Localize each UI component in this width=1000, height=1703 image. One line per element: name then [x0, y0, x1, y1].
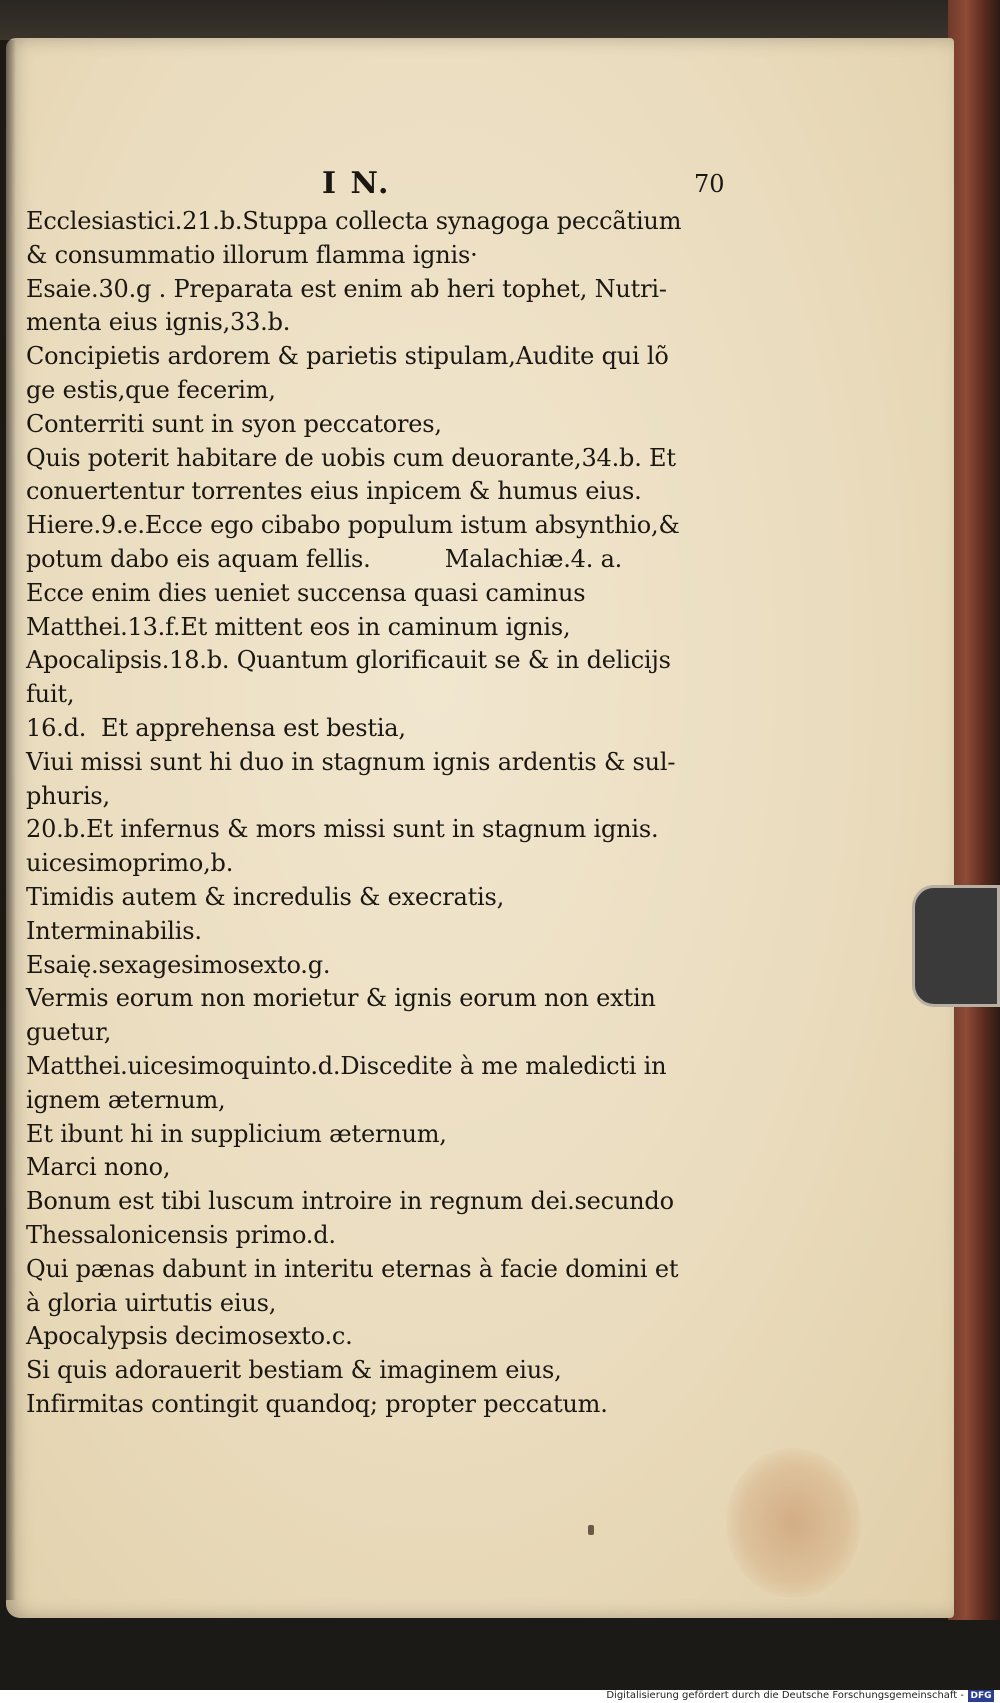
- text-line: menta eius ignis,33.b.: [26, 308, 291, 337]
- book-clasp: [912, 885, 1000, 1007]
- text-line: phuris,: [26, 781, 110, 810]
- text-line: Apocalypsis decimosexto.c.: [26, 1322, 353, 1351]
- text-line: ignem æternum,: [26, 1085, 226, 1114]
- text-line: Bonum est tibi luscum introire in regnum dei.secundo: [26, 1187, 674, 1216]
- dfg-logo: DFG: [968, 1690, 994, 1702]
- page-gutter-shadow: [0, 40, 16, 1600]
- text-line: fuit,: [26, 680, 75, 709]
- text-line: Quis poterit habitare de uobis cum deuorante,34.b. Et: [26, 443, 676, 472]
- book-page: [6, 38, 954, 1618]
- text-line: Viui missi sunt hi duo in stagnum ignis ardentis & sul-: [26, 747, 676, 776]
- page-number: 70: [694, 170, 725, 198]
- text-line: potum dabo eis aquam fellis. Malachiæ.4. a.: [26, 544, 623, 573]
- header-title: I N.: [322, 166, 391, 201]
- text-line: Vermis eorum non morietur & ignis eorum non extin: [26, 984, 656, 1013]
- text-line: Matthei.uicesimoquinto.d.Discedite à me maledicti in: [26, 1051, 667, 1080]
- text-line: Qui pænas dabunt in interitu eternas à facie domini et: [26, 1254, 679, 1283]
- text-line: Et ibunt hi in supplicium æternum,: [26, 1119, 447, 1148]
- text-line: Timidis autem & incredulis & execratis,: [26, 882, 505, 911]
- text-line: Interminabilis.: [26, 916, 202, 945]
- book-binding: [948, 0, 1000, 1620]
- text-line: Hiere.9.e.Ecce ego cibabo populum istum absynthio,&: [26, 511, 680, 540]
- text-line: 20.b.Et infernus & mors missi sunt in stagnum ignis.: [26, 815, 659, 844]
- main-text: [26, 205, 926, 1422]
- text-line: conuertentur torrentes eius inpicem & humus eius.: [26, 477, 642, 506]
- text-line: & consummatio illorum flamma ignis·: [26, 240, 478, 269]
- text-line: Concipietis ardorem & parietis stipulam,Audite qui lõ: [26, 342, 669, 371]
- text-line: ge estis,que fecerim,: [26, 375, 276, 404]
- text-line: Thessalonicensis primo.d.: [26, 1220, 336, 1249]
- text-line: Esaie.30.g . Preparata est enim ab heri tophet, Nutri-: [26, 274, 667, 303]
- text-line: Esaię.sexagesimosexto.g.: [26, 950, 331, 979]
- text-line: Conterriti sunt in syon peccatores,: [26, 409, 442, 438]
- text-line: Infirmitas contingit quandoq; propter peccatum.: [26, 1389, 608, 1418]
- text-line: Matthei.13.f.Et mittent eos in caminum ignis,: [26, 612, 571, 641]
- scan-top-edge: [0, 0, 1000, 40]
- text-line: Marci nono,: [26, 1153, 171, 1182]
- text-line: Apocalipsis.18.b. Quantum glorificauit se & in delicijs: [26, 646, 671, 675]
- text-line: uicesimoprimo,b.: [26, 849, 234, 878]
- running-header: [6, 166, 954, 206]
- text-line: guetur,: [26, 1018, 112, 1047]
- text-line: 16.d. Et apprehensa est bestia,: [26, 713, 406, 742]
- text-line: Ecclesiastici.21.b.Stuppa collecta synagoga peccãtium: [26, 207, 682, 235]
- text-line: Ecce enim dies ueniet succensa quasi caminus: [26, 578, 586, 607]
- text-line: Si quis adorauerit bestiam & imaginem eius,: [26, 1356, 562, 1385]
- footer-credit: Digitalisierung gefördert durch die Deutsche Forschungsgemeinschaft -: [606, 1690, 964, 1701]
- water-stain: [726, 1448, 861, 1598]
- ink-mark: [588, 1525, 594, 1535]
- text-line: à gloria uirtutis eius,: [26, 1288, 277, 1317]
